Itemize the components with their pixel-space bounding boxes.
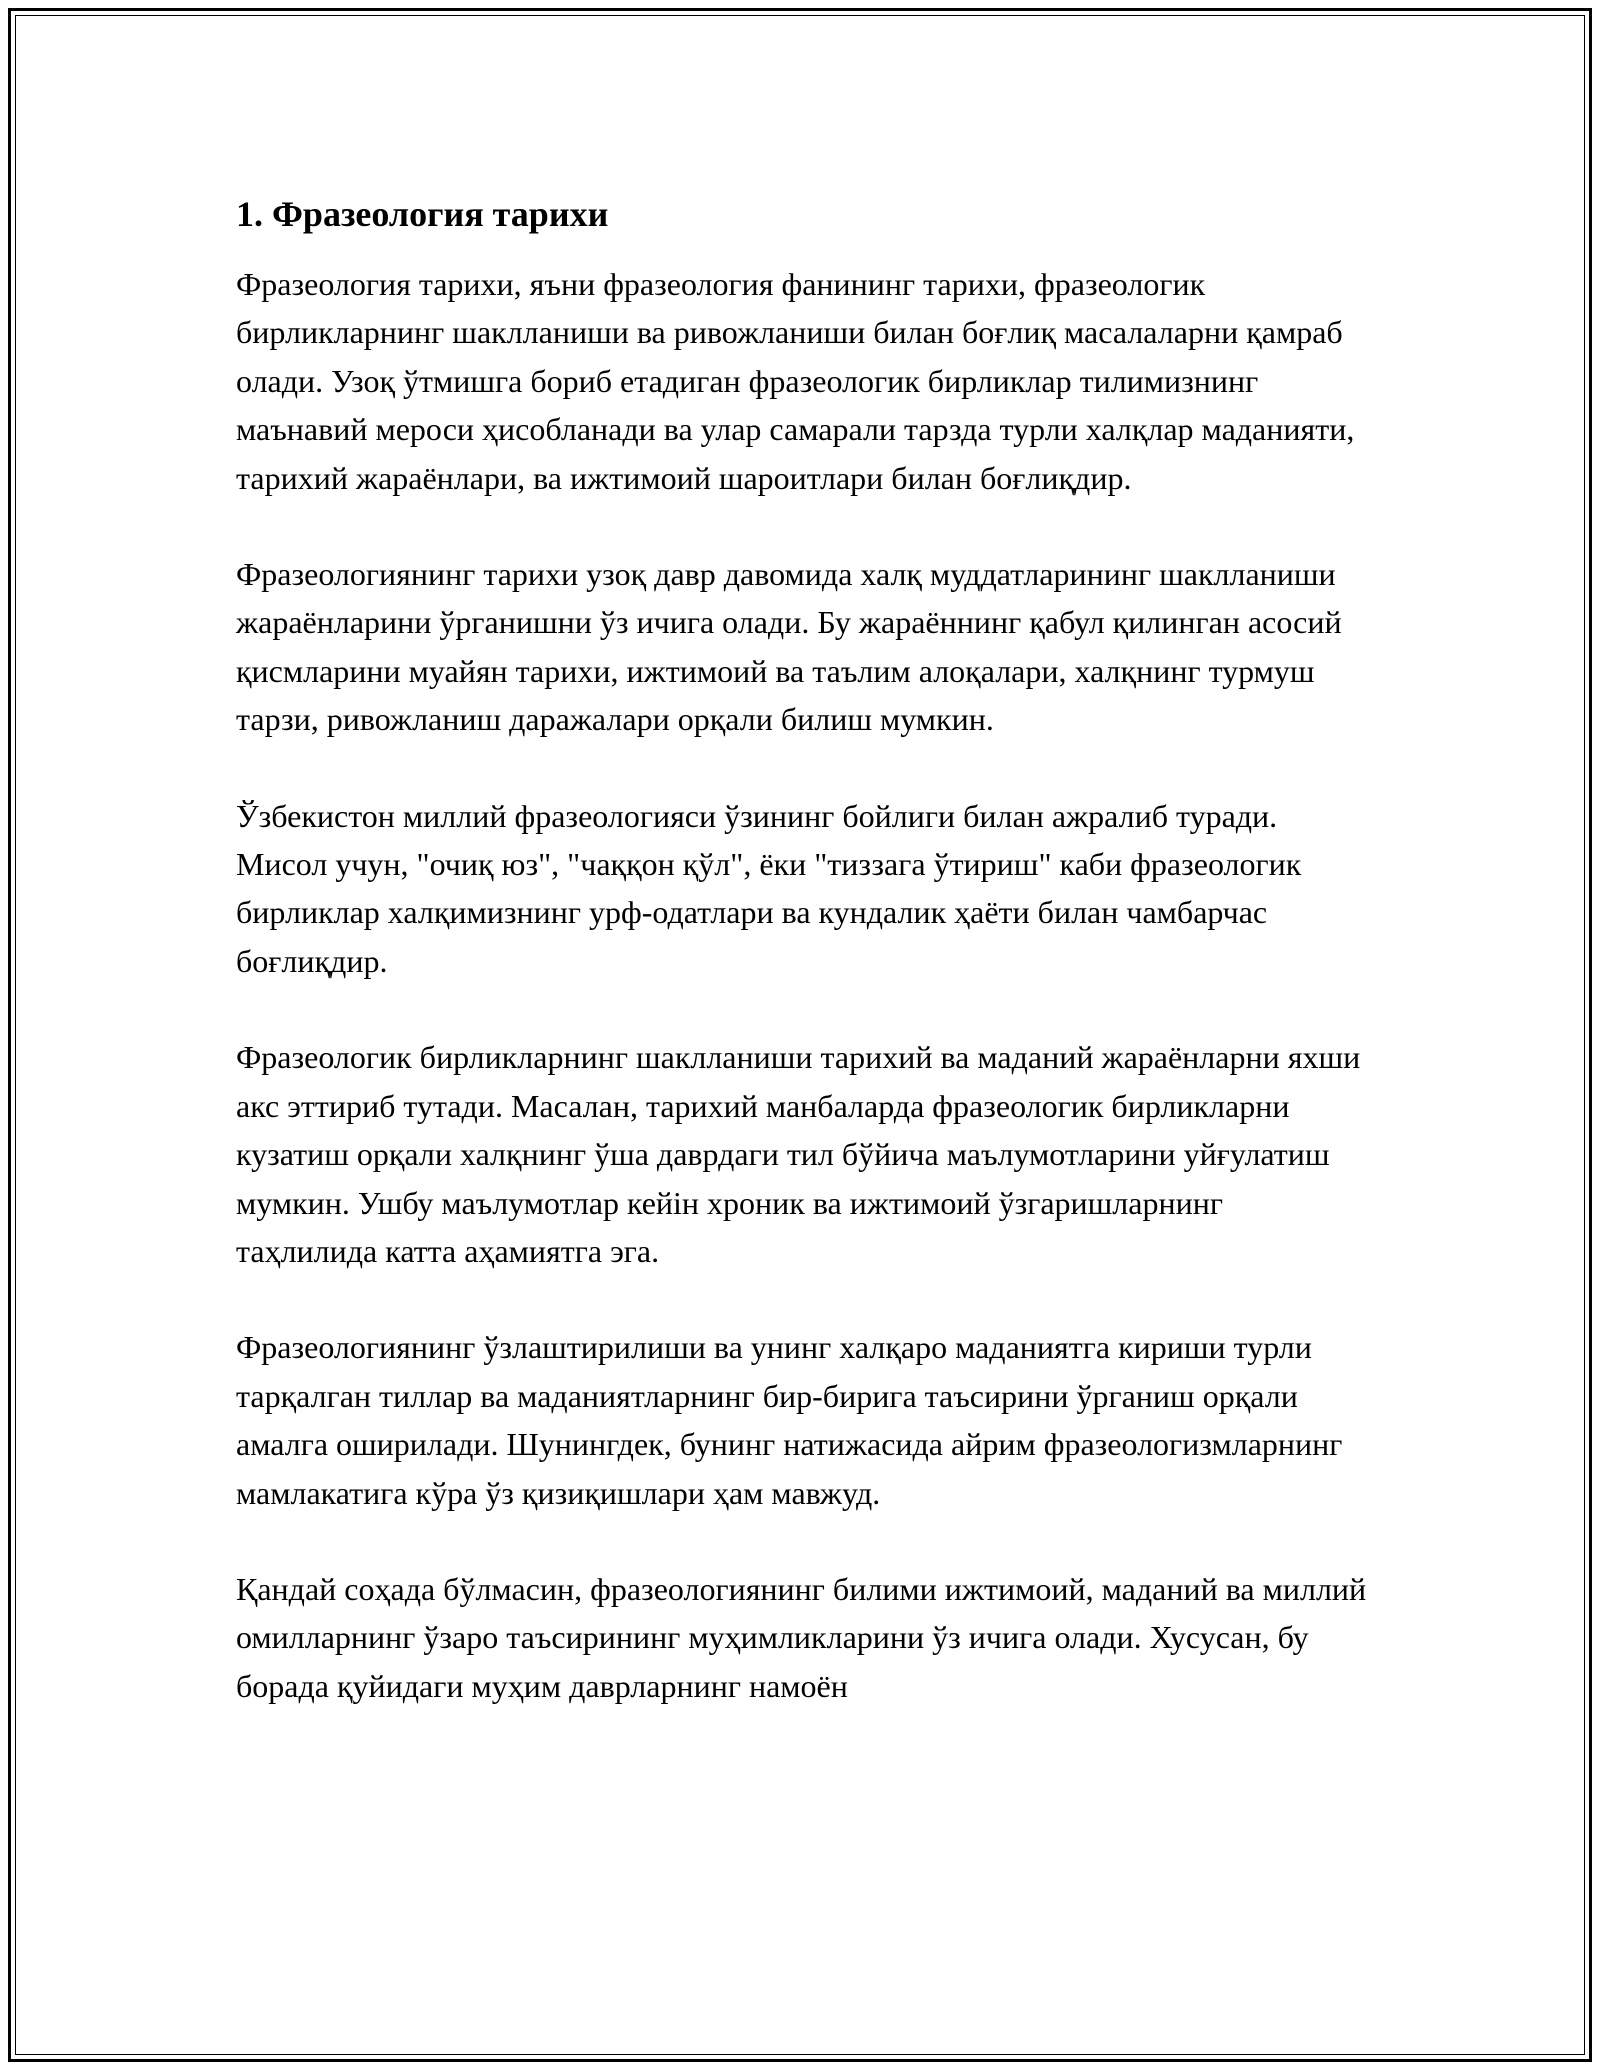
paragraph-2: Фразеологиянинг тарихи узоқ давр давомида халқ муддатларининг шаклланиши жараёнларини ўрганишни ўз ичига олади. Бу жараённинг қабул қилинган асосий қисмларини муайян тарихи, ижтимоий ва таълим алоқалари, халқнинг турмуш тарзи, ривожланиш даражалари орқали билиш мумкин. (236, 556, 1342, 738)
paragraph-6: Қандай соҳада бўлмасин, фразеологиянинг билими ижтимоий, маданий ва миллий омилларнинг ўзаро таъсирининг муҳимликларини ўз ичига олади. Хусусан, бу борада қуйидаги муҳим даврларнинг намоён (236, 1570, 1367, 1704)
paragraph-5: Фразеологиянинг ўзлаштирилиши ва унинг халқаро маданиятга кириши турли тарқалган тиллар ва маданиятларнинг бир-бирига таъсирини ўрганиш орқали амалга оширилади. Шунингдек, бунинг натижасида айрим фразеологизмларнинг мамлакатига кўра ўз қизиқишлари ҳам мавжуд. (236, 1329, 1343, 1511)
section-heading: 1. Фразеология тарихи (236, 194, 609, 234)
paragraph-4: Фразеологик бирликларнинг шаклланиши тарихий ва маданий жараёнларни яхши акс эттириб тутади. Масалан, тарихий манбаларда фразеологик бирликларни кузатиш орқали халқнинг ўша даврдаги тил бўйича маълумотларини уйғулатиш мумкин. Ушбу маълумотлар кейін хроник ва ижтимоий ўзгаришларнинг таҳлилида катта аҳамиятга эга. (236, 1039, 1361, 1269)
paragraph-3: Ўзбекистон миллий фразеологияси ўзининг бойлиги билан ажралиб туради. Мисол учун, "очиқ юз", "чаққон қўл", ёки "тиззага ўтириш" каби фразеологик бирликлар халқимизнинг урф-одатлари ва кундалик ҳаёти билан чамбарчас боғлиқдир. (236, 797, 1302, 979)
document-body (236, 188, 1371, 1758)
paragraph-1: Фразеология тарихи, яъни фразеология фанининг тарихи, фразеологик бирликларнинг шаклланиши ва ривожланиши билан боғлиқ масалаларни қамраб олади. Узоқ ўтмишга бориб етадиган фразеологик бирликлар тилимизнинг маънавий мероси ҳисобланади ва улар самарали тарзда турли халқлар маданияти, тарихий жараёнлари, ва ижтимоий шароитлари билан боғлиқдир. (236, 266, 1355, 496)
